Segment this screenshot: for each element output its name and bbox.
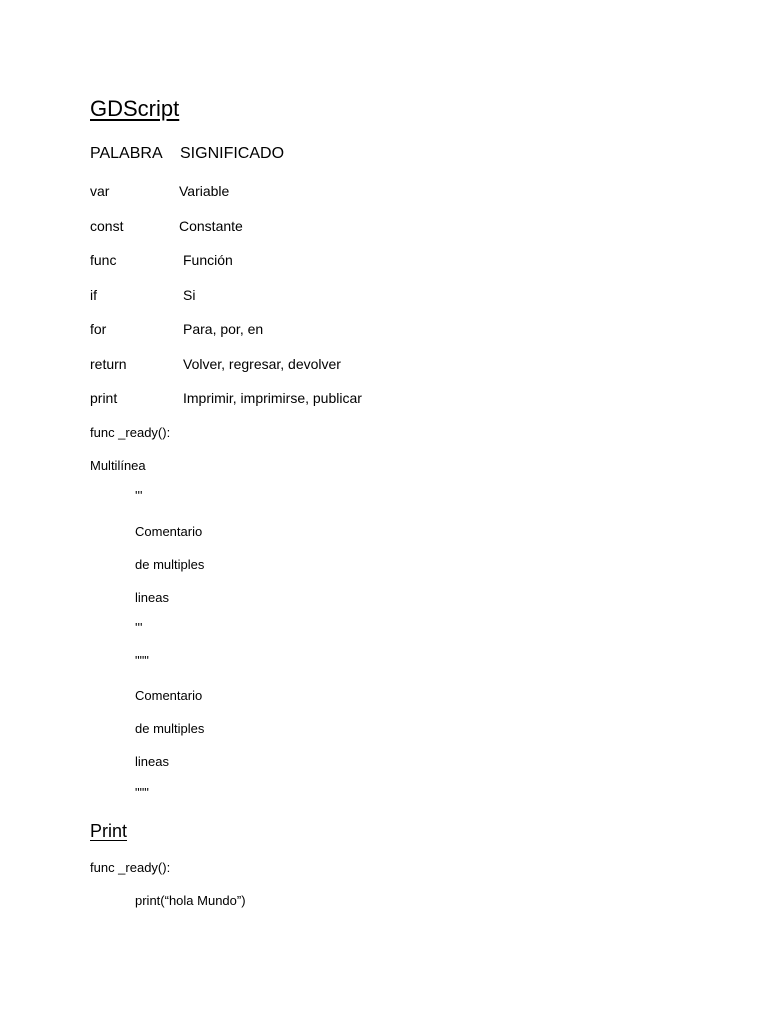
table-row-meaning: Variable bbox=[179, 183, 230, 199]
table-row-word: for bbox=[90, 321, 107, 337]
code-line: print(“hola Mundo”) bbox=[135, 893, 246, 908]
code-line: Comentario bbox=[135, 524, 203, 539]
table-header-word: PALABRA bbox=[90, 145, 163, 162]
table-row-meaning: Si bbox=[183, 287, 196, 303]
table-row-word: if bbox=[90, 287, 97, 303]
code-line: de multiples bbox=[135, 557, 205, 572]
code-line: ''' bbox=[135, 620, 143, 635]
code-line: lineas bbox=[135, 754, 169, 769]
table-row-meaning: Volver, regresar, devolver bbox=[183, 356, 341, 372]
table-row-meaning: Constante bbox=[179, 218, 243, 234]
code-line: Comentario bbox=[135, 688, 203, 703]
table-row-word: return bbox=[90, 356, 127, 372]
table-row-meaning: Función bbox=[183, 252, 233, 268]
document-title: GDScript bbox=[90, 96, 180, 121]
print-heading: Print bbox=[90, 821, 128, 841]
table-header-meaning: SIGNIFICADO bbox=[180, 145, 285, 162]
table-row-meaning: Imprimir, imprimirse, publicar bbox=[183, 390, 362, 406]
code-line: func _ready(): bbox=[90, 860, 171, 875]
table-row-word: print bbox=[90, 390, 118, 406]
table-row-word: var bbox=[90, 183, 110, 199]
table-row-word: const bbox=[90, 218, 124, 234]
code-line: ''' bbox=[135, 488, 143, 503]
table-row-meaning: Para, por, en bbox=[183, 321, 264, 337]
code-line: func _ready(): bbox=[90, 425, 171, 440]
code-line: """ bbox=[135, 653, 149, 668]
multiline-label: Multilínea bbox=[90, 458, 146, 473]
code-line: """ bbox=[135, 785, 149, 800]
code-line: de multiples bbox=[135, 721, 205, 736]
code-line: lineas bbox=[135, 590, 169, 605]
table-row-word: func bbox=[90, 252, 117, 268]
